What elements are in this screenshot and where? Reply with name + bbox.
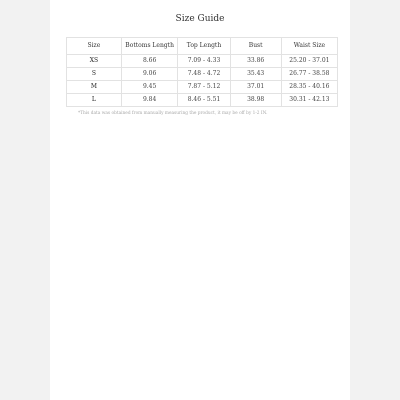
column-header-waist-size: Waist Size <box>281 38 337 55</box>
waist-size-cell: 30.31 - 42.13 <box>281 94 337 107</box>
top-length-cell: 7.87 - 5.12 <box>178 81 230 94</box>
size-cell: S <box>67 68 122 81</box>
bust-cell: 33.86 <box>230 55 281 68</box>
bottoms-length-cell: 9.45 <box>121 81 178 94</box>
column-header-top-length: Top Length <box>178 38 230 55</box>
measurement-note: *This data was obtained from manually measuring the product, it may be off by 1-2 IN. <box>78 111 268 116</box>
size-cell: L <box>67 94 122 107</box>
bust-cell: 37.01 <box>230 81 281 94</box>
size-cell: M <box>67 81 122 94</box>
bottoms-length-cell: 8.66 <box>121 55 178 68</box>
waist-size-cell: 28.35 - 40.16 <box>281 81 337 94</box>
column-header-bottoms-length: Bottoms Length <box>121 38 178 55</box>
column-header-size: Size <box>67 38 122 55</box>
table-row <box>67 68 338 81</box>
bust-cell: 35.43 <box>230 68 281 81</box>
column-header-bust: Bust <box>230 38 281 55</box>
size-guide-panel <box>50 0 350 400</box>
waist-size-cell: 26.77 - 38.58 <box>281 68 337 81</box>
bust-cell: 38.98 <box>230 94 281 107</box>
size-guide-title: Size Guide <box>175 14 225 24</box>
top-length-cell: 7.09 - 4.33 <box>178 55 230 68</box>
waist-size-cell: 25.20 - 37.01 <box>281 55 337 68</box>
bottoms-length-cell: 9.06 <box>121 68 178 81</box>
bottoms-length-cell: 9.84 <box>121 94 178 107</box>
table-row <box>67 55 338 68</box>
size-cell: XS <box>67 55 122 68</box>
size-table <box>66 37 338 107</box>
top-length-cell: 7.48 - 4.72 <box>178 68 230 81</box>
table-row <box>67 94 338 107</box>
table-header-row <box>67 38 338 55</box>
table-row <box>67 81 338 94</box>
top-length-cell: 8.46 - 5.51 <box>178 94 230 107</box>
